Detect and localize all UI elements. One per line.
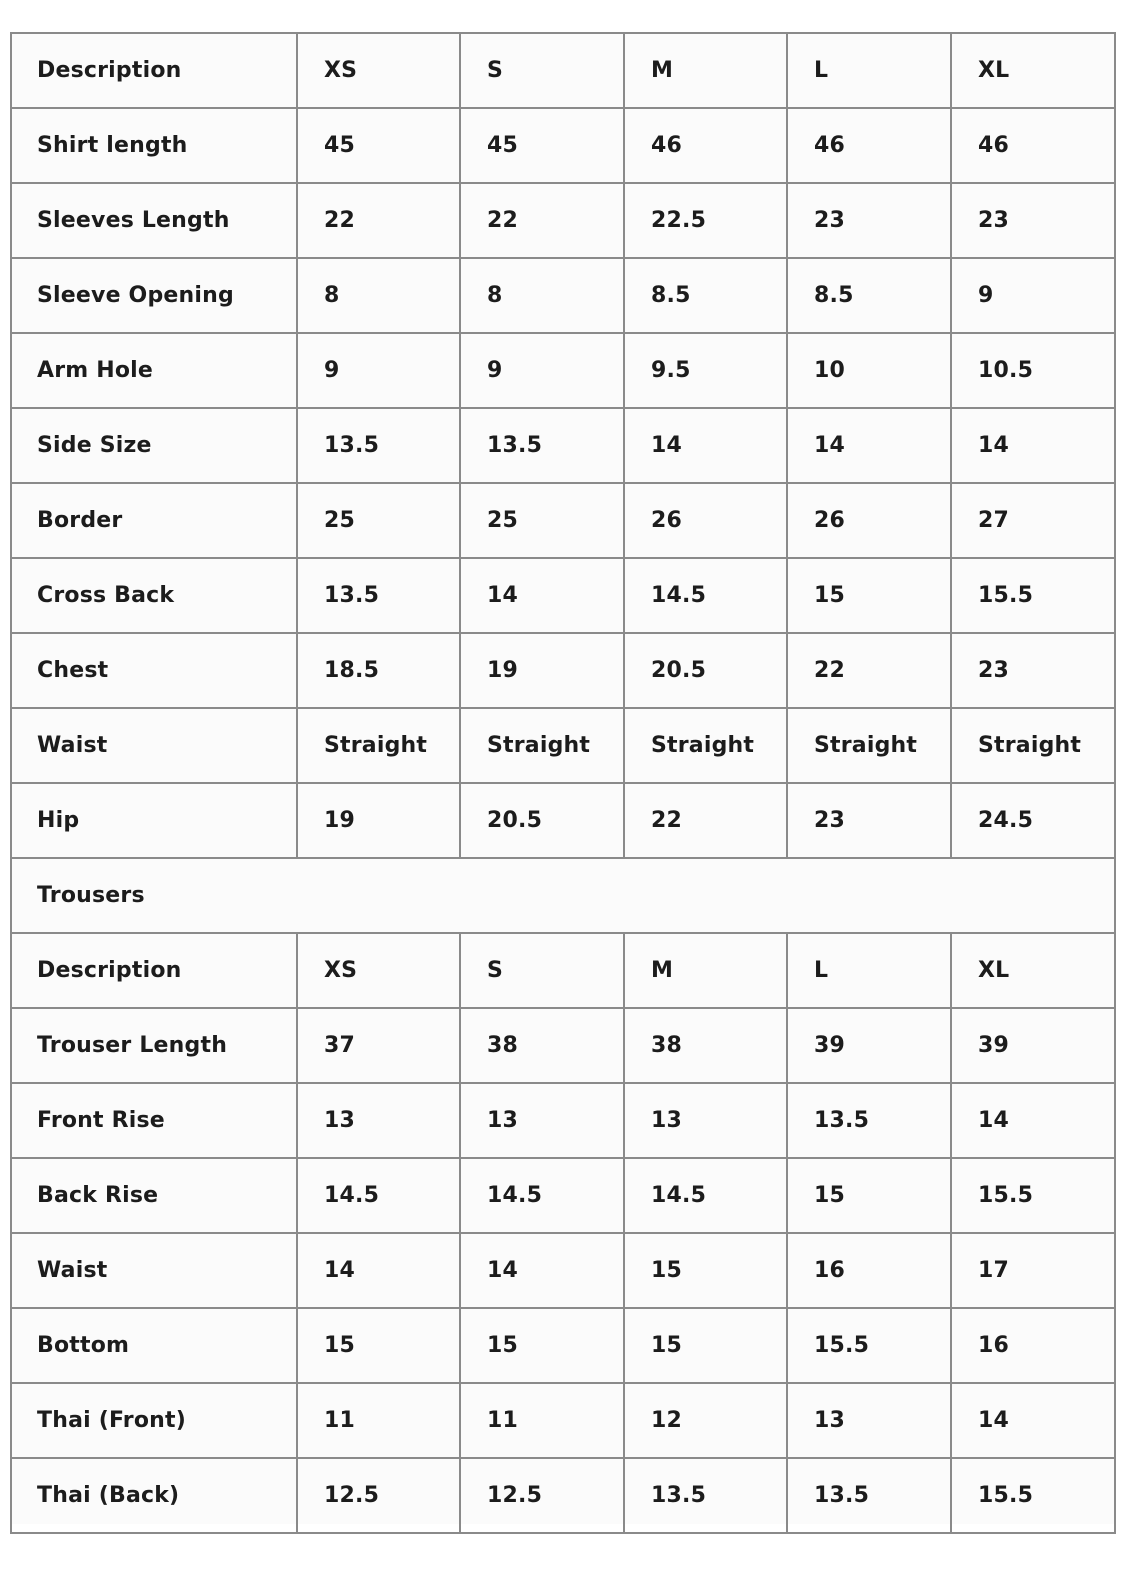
measure-cell-value: 39 (951, 1008, 1115, 1083)
header-cell-value: XL (951, 33, 1115, 108)
measure-cell-value: 13.5 (297, 558, 460, 633)
trousers-measure-row (11, 1383, 1115, 1458)
header-cell-value: S (460, 933, 624, 1008)
measure-cell-value: 12 (624, 1383, 787, 1458)
measure-cell-value: 19 (460, 633, 624, 708)
measure-cell-value: 38 (460, 1008, 624, 1083)
measure-cell-value: 15.5 (787, 1308, 951, 1383)
measure-cell-value: 23 (951, 633, 1115, 708)
size-chart-body (11, 33, 1115, 1533)
measure-cell-value: 14 (951, 1083, 1115, 1158)
measure-cell-value: 23 (951, 183, 1115, 258)
measure-cell-label: Hip (11, 783, 297, 858)
measure-cell-value: 9 (951, 258, 1115, 333)
measure-cell-value: 13 (460, 1083, 624, 1158)
trousers-measure-row (11, 1233, 1115, 1308)
measure-cell-label: Side Size (11, 408, 297, 483)
measure-cell-label: Front Rise (11, 1083, 297, 1158)
measure-cell-value: 45 (460, 108, 624, 183)
measure-cell-value: 22 (787, 633, 951, 708)
measure-cell-value: 23 (787, 183, 951, 258)
header-cell-value: M (624, 33, 787, 108)
shirt-measure-row (11, 408, 1115, 483)
measure-cell-label: Thai (Front) (11, 1383, 297, 1458)
measure-cell-value: 22 (624, 783, 787, 858)
measure-cell-label: Bottom (11, 1308, 297, 1383)
measure-cell-value: 13.5 (297, 408, 460, 483)
measure-cell-value: 46 (624, 108, 787, 183)
measure-cell-value: 8.5 (624, 258, 787, 333)
measure-cell-value: 13 (297, 1083, 460, 1158)
measure-cell-value: 11 (297, 1383, 460, 1458)
shirt-measure-row (11, 633, 1115, 708)
measure-cell-value: 14 (460, 558, 624, 633)
measure-cell-label: Shirt length (11, 108, 297, 183)
measure-cell-value: 15 (787, 1158, 951, 1233)
trousers-measure-row (11, 1158, 1115, 1233)
size-chart (10, 32, 1114, 1524)
measure-cell-label: Trouser Length (11, 1008, 297, 1083)
shirt-measure-row (11, 483, 1115, 558)
measure-cell-value: 24.5 (951, 783, 1115, 858)
measure-cell-value: 9 (460, 333, 624, 408)
measure-cell-value: 14 (951, 408, 1115, 483)
trousers-section-row (11, 858, 1115, 933)
header-cell-value: S (460, 33, 624, 108)
measure-cell-value: Straight (787, 708, 951, 783)
measure-cell-value: 39 (787, 1008, 951, 1083)
measure-cell-value: 13.5 (787, 1458, 951, 1533)
measure-cell-value: 16 (951, 1308, 1115, 1383)
measure-cell-value: 27 (951, 483, 1115, 558)
measure-cell-value: 17 (951, 1233, 1115, 1308)
measure-cell-value: 12.5 (460, 1458, 624, 1533)
trousers-header-row (11, 933, 1115, 1008)
measure-cell-value: 13.5 (787, 1083, 951, 1158)
measure-cell-value: 22 (460, 183, 624, 258)
measure-cell-value: 10.5 (951, 333, 1115, 408)
measure-cell-value: 12.5 (297, 1458, 460, 1533)
measure-cell-value: 15 (787, 558, 951, 633)
trousers-measure-row (11, 1008, 1115, 1083)
measure-cell-value: 19 (297, 783, 460, 858)
measure-cell-value: 14 (460, 1233, 624, 1308)
header-cell-value: L (787, 933, 951, 1008)
measure-cell-value: 25 (297, 483, 460, 558)
measure-cell-value: 8 (460, 258, 624, 333)
measure-cell-value: 46 (951, 108, 1115, 183)
measure-cell-value: Straight (624, 708, 787, 783)
measure-cell-value: 15.5 (951, 1458, 1115, 1533)
measure-cell-value: 45 (297, 108, 460, 183)
measure-cell-value: 20.5 (624, 633, 787, 708)
header-cell-value: XS (297, 33, 460, 108)
measure-cell-value: 13.5 (624, 1458, 787, 1533)
measure-cell-value: 15 (297, 1308, 460, 1383)
measure-cell-label: Back Rise (11, 1158, 297, 1233)
measure-cell-value: 8 (297, 258, 460, 333)
header-cell-value: XL (951, 933, 1115, 1008)
header-cell-value: XS (297, 933, 460, 1008)
measure-cell-label: Waist (11, 708, 297, 783)
measure-cell-label: Waist (11, 1233, 297, 1308)
measure-cell-value: 9.5 (624, 333, 787, 408)
measure-cell-value: 10 (787, 333, 951, 408)
measure-cell-value: 15 (460, 1308, 624, 1383)
measure-cell-value: Straight (460, 708, 624, 783)
header-cell-value: L (787, 33, 951, 108)
size-chart-table (10, 32, 1116, 1534)
shirt-header-row (11, 33, 1115, 108)
measure-cell-value: 13.5 (460, 408, 624, 483)
measure-cell-value: 37 (297, 1008, 460, 1083)
measure-cell-label: Thai (Back) (11, 1458, 297, 1533)
measure-cell-value: 16 (787, 1233, 951, 1308)
measure-cell-value: 14 (624, 408, 787, 483)
measure-cell-value: 22 (297, 183, 460, 258)
measure-cell-value: 13 (787, 1383, 951, 1458)
measure-cell-label: Chest (11, 633, 297, 708)
trousers-measure-row (11, 1308, 1115, 1383)
measure-cell-value: 46 (787, 108, 951, 183)
section-title: Trousers (11, 858, 1115, 933)
shirt-measure-row (11, 183, 1115, 258)
measure-cell-value: 11 (460, 1383, 624, 1458)
measure-cell-value: 15.5 (951, 558, 1115, 633)
measure-cell-value: 20.5 (460, 783, 624, 858)
measure-cell-value: 14.5 (624, 558, 787, 633)
shirt-measure-row (11, 783, 1115, 858)
shirt-measure-row (11, 708, 1115, 783)
measure-cell-value: 14.5 (624, 1158, 787, 1233)
shirt-measure-row (11, 108, 1115, 183)
measure-cell-value: Straight (297, 708, 460, 783)
header-cell-value: M (624, 933, 787, 1008)
measure-cell-value: 18.5 (297, 633, 460, 708)
measure-cell-value: 25 (460, 483, 624, 558)
measure-cell-value: 38 (624, 1008, 787, 1083)
measure-cell-value: 14.5 (460, 1158, 624, 1233)
measure-cell-value: 23 (787, 783, 951, 858)
measure-cell-label: Sleeve Opening (11, 258, 297, 333)
measure-cell-value: 14 (297, 1233, 460, 1308)
shirt-measure-row (11, 333, 1115, 408)
measure-cell-value: 15 (624, 1233, 787, 1308)
measure-cell-value: 9 (297, 333, 460, 408)
measure-cell-label: Cross Back (11, 558, 297, 633)
measure-cell-value: 13 (624, 1083, 787, 1158)
measure-cell-value: 14 (787, 408, 951, 483)
measure-cell-label: Border (11, 483, 297, 558)
measure-cell-value: Straight (951, 708, 1115, 783)
measure-cell-label: Arm Hole (11, 333, 297, 408)
shirt-measure-row (11, 558, 1115, 633)
measure-cell-value: 14 (951, 1383, 1115, 1458)
measure-cell-value: 15 (624, 1308, 787, 1383)
measure-cell-value: 22.5 (624, 183, 787, 258)
trousers-measure-row (11, 1458, 1115, 1533)
measure-cell-value: 26 (787, 483, 951, 558)
measure-cell-value: 14.5 (297, 1158, 460, 1233)
measure-cell-value: 8.5 (787, 258, 951, 333)
shirt-measure-row (11, 258, 1115, 333)
header-cell-label: Description (11, 33, 297, 108)
measure-cell-label: Sleeves Length (11, 183, 297, 258)
measure-cell-value: 15.5 (951, 1158, 1115, 1233)
measure-cell-value: 26 (624, 483, 787, 558)
trousers-measure-row (11, 1083, 1115, 1158)
header-cell-label: Description (11, 933, 297, 1008)
